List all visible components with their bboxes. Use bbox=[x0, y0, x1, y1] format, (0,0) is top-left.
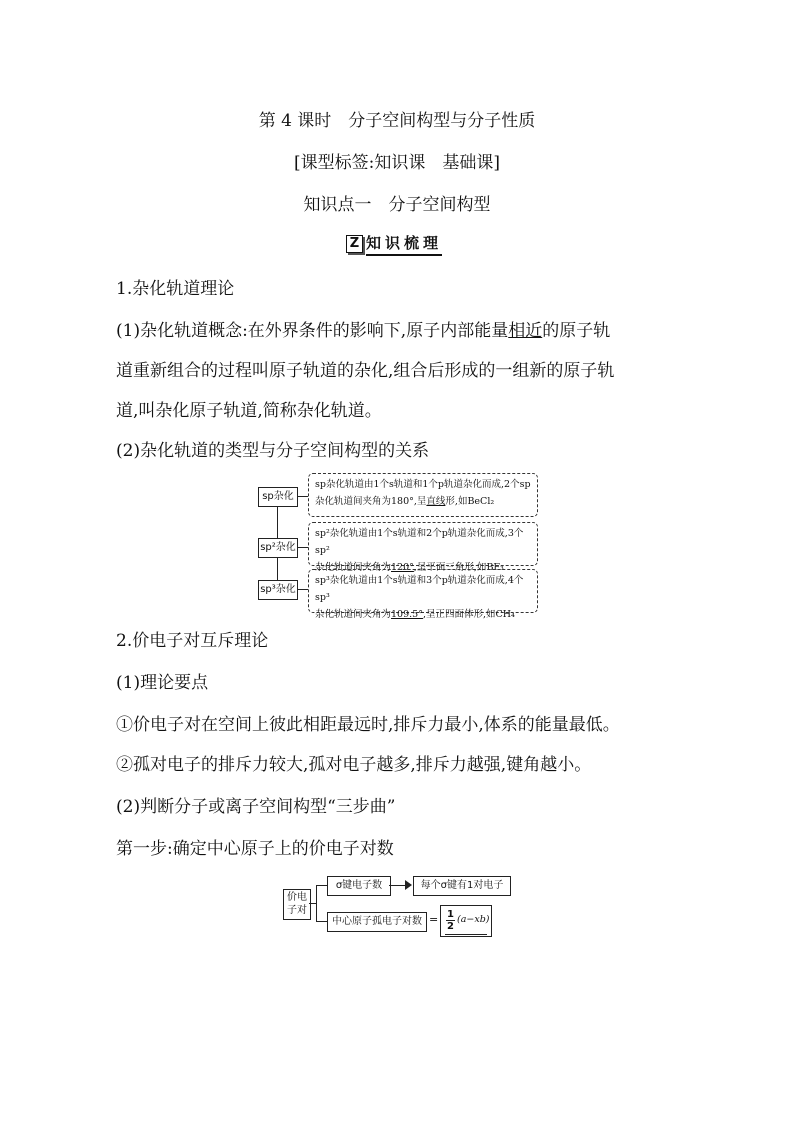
connector-vertical bbox=[316, 885, 317, 922]
section-banner bbox=[346, 232, 442, 256]
underlined-answer: 120° bbox=[391, 562, 414, 573]
sigma-result-box: 每个σ键有1对电子 bbox=[413, 876, 511, 896]
sp2-label-box: sp²杂化 bbox=[258, 538, 298, 558]
underlined-answer: 相近 bbox=[508, 321, 543, 341]
z-icon: Z bbox=[346, 235, 363, 253]
point-2: ②孤对电子的排斥力较大,孤对电子越多,排斥力越强,键角越小。 bbox=[116, 755, 592, 775]
text: sp²杂化轨道由1个s轨道和2个p轨道杂化而成,3个sp² bbox=[315, 528, 524, 556]
connector-sigma bbox=[316, 885, 327, 886]
sp3-label-box: sp³杂化 bbox=[258, 580, 298, 600]
sp2-description bbox=[308, 522, 538, 573]
sp-description bbox=[308, 473, 538, 517]
paragraph-concept-line1 bbox=[116, 316, 610, 341]
underlined-answer: 109.5° bbox=[391, 609, 423, 620]
text bbox=[315, 493, 531, 510]
text: ,呈平面三角形,如BF₃ bbox=[413, 562, 504, 573]
heading-hybrid-orbital: 1.杂化轨道理论 bbox=[116, 279, 235, 299]
formula-inner bbox=[445, 908, 490, 935]
text: ,呈正四面体形,如CH₄ bbox=[422, 609, 515, 620]
connector-lone bbox=[316, 921, 327, 922]
arrow-head-icon bbox=[405, 880, 412, 890]
text: sp杂化轨道由1个s轨道和1个p轨道杂化而成,2个sp bbox=[315, 479, 531, 490]
underlined-answer: 直线 bbox=[426, 496, 446, 507]
valence-pair-root-box: 价电子对 bbox=[283, 889, 311, 920]
sp-label-box: sp杂化 bbox=[258, 487, 298, 507]
text: sp³杂化轨道由1个s轨道和3个p轨道杂化而成,4个sp³ bbox=[315, 575, 524, 603]
sp3-description bbox=[308, 569, 538, 620]
lesson-tag: [课型标签:知识课 基础课] bbox=[294, 153, 500, 173]
knowledge-point-heading: 知识点一 分子空间构型 bbox=[303, 195, 491, 215]
fraction-numerator: 1 bbox=[447, 909, 454, 920]
text: 的原子轨 bbox=[542, 321, 611, 341]
sub-heading-three-steps: (2)判断分子或离子空间构型“三步曲” bbox=[116, 797, 396, 817]
text: 形,如BeCl₂ bbox=[445, 496, 495, 507]
fraction-denominator: 2 bbox=[447, 921, 454, 932]
heading-vsepr: 2.价电子对互斥理论 bbox=[116, 631, 269, 651]
text: 杂化轨道间夹角为 bbox=[315, 609, 392, 620]
paragraph-concept-line2: 道重新组合的过程叫原子轨道的杂化,组合后形成的一组新的原子轨 bbox=[116, 361, 615, 381]
text: 杂化轨道间夹角为 bbox=[315, 562, 392, 573]
step-1: 第一步:确定中心原子上的价电子对数 bbox=[116, 839, 394, 859]
formula-expression: (a−xb) bbox=[457, 914, 490, 925]
section-label: 知识梳理 bbox=[366, 232, 442, 256]
lone-pair-box: 中心原子孤电子对数 bbox=[327, 912, 427, 932]
sigma-bond-box: σ键电子数 bbox=[327, 876, 391, 896]
paragraph-types: (2)杂化轨道的类型与分子空间构型的关系 bbox=[116, 441, 430, 461]
formula-box bbox=[440, 905, 492, 937]
text: (1)杂化轨道概念:在外界条件的影响下,原子内部能量 bbox=[116, 321, 509, 341]
page-title: 第 4 课时 分子空间构型与分子性质 bbox=[258, 111, 536, 131]
sub-heading-key-points: (1)理论要点 bbox=[116, 673, 209, 693]
equals-sign: = bbox=[429, 913, 439, 926]
text bbox=[315, 606, 531, 623]
paragraph-concept-line3: 道,叫杂化原子轨道,简称杂化轨道。 bbox=[116, 401, 382, 421]
text: 杂化轨道间夹角为180°,呈 bbox=[315, 496, 427, 507]
point-1: ①价电子对在空间上彼此相距最远时,排斥力最小,体系的能量最低。 bbox=[116, 715, 620, 735]
